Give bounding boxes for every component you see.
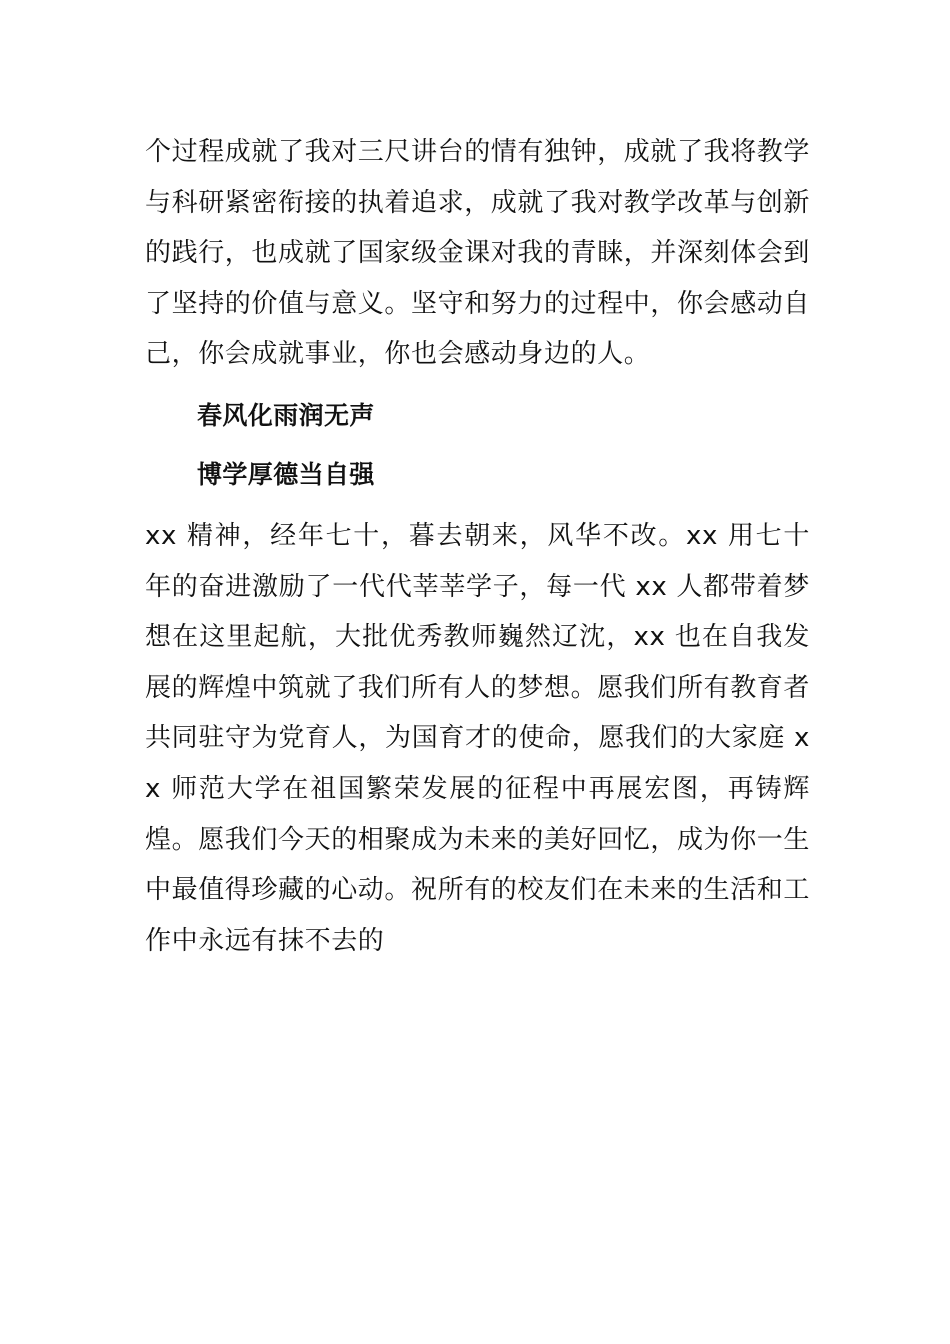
document-page [145,127,810,966]
body-paragraph-2: xx 精神，经年七十，暮去朝来，风华不改。xx 用七十年的奋进激励了一代代莘莘学子，每一代 xx 人都带着梦想在这里起航，大批优秀教师巍然辽沈，xx 也在自我发展的辉煌中筑就了我们所有人的梦想。愿我们所有教育者共同驻守为党育人，为国育才的使命，愿我们的大家庭 xx 师范大学在祖国繁荣发展的征程中再展宏图，再铸辉煌。愿我们今天的相聚成为未来的美好回忆，成为你一生中最值得珍藏的心动。祝所有的校友们在未来的生活和工作中永远有抹不去的 [145,520,811,956]
section-heading-2: 博学厚德当自强 [197,459,375,489]
body-paragraph-1: 个过程成就了我对三尺讲台的情有独钟，成就了我将教学与科研紧密衔接的执着追求，成就了我对教学改革与创新的践行，也成就了国家级金课对我的青睐，并深刻体会到了坚持的价值与意义。坚守和努力的过程中，你会感动自己，你会成就事业，你也会感动身边的人。 [145,137,811,370]
section-heading-1: 春风化雨润无声 [197,400,375,430]
